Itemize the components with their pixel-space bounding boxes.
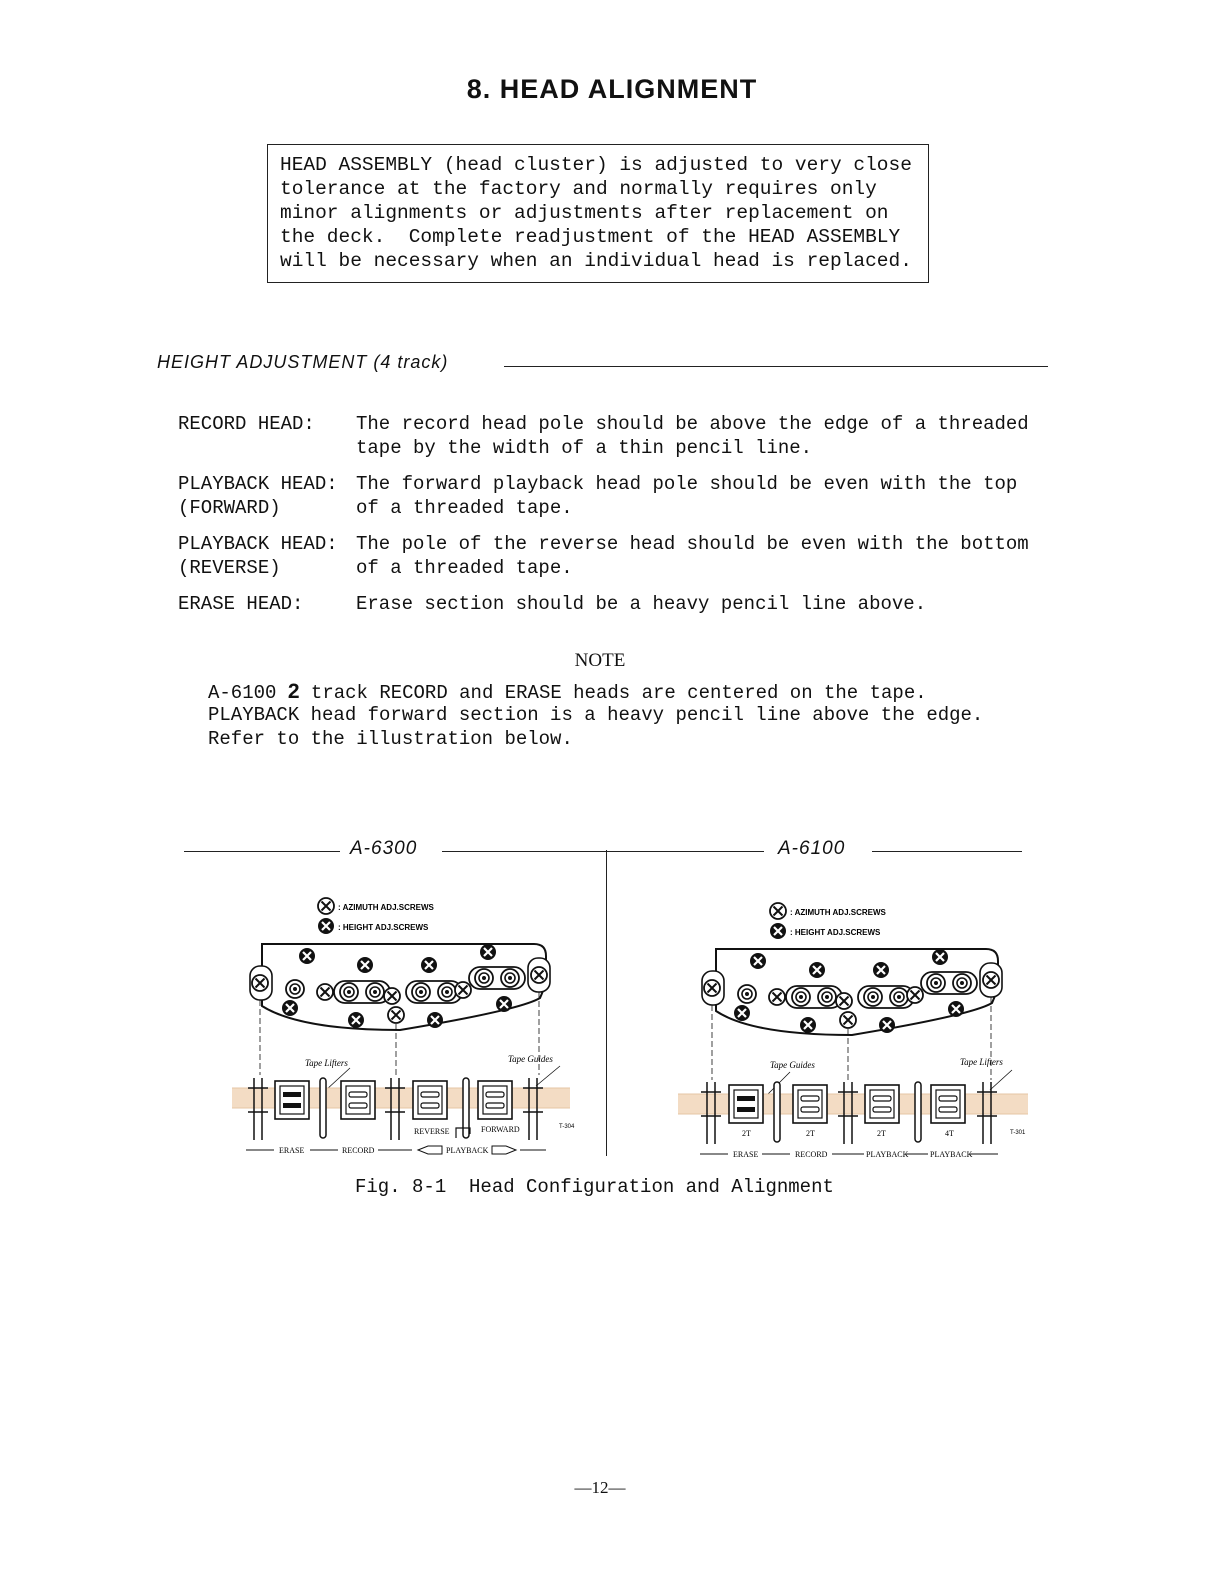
track-label: 2T bbox=[742, 1129, 751, 1138]
figure-caption: Fig. 8-1 Head Configuration and Alignment bbox=[355, 1176, 834, 1198]
adjustment-text: The pole of the reverse head should be even with the bottom bbox=[356, 533, 1029, 555]
intro-line: the deck. Complete readjustment of the HEAD ASSEMBLY bbox=[280, 226, 901, 248]
reverse-label: REVERSE bbox=[414, 1127, 450, 1136]
tape-lifters-label: Tape Lifters bbox=[960, 1057, 1003, 1067]
adjustment-text: The record head pole should be above the edge of a threaded bbox=[356, 413, 1029, 435]
erase-label: ERASE bbox=[733, 1150, 759, 1159]
part-number: T-301 bbox=[1010, 1130, 1026, 1136]
intro-line: minor alignments or adjustments after replacement on bbox=[280, 202, 889, 224]
tape-lifters-label: Tape Lifters bbox=[305, 1058, 348, 1068]
height-screw-icon bbox=[318, 918, 334, 934]
a6100-diagram bbox=[678, 903, 1028, 1159]
adjustment-text: Erase section should be a heavy pencil line above. bbox=[356, 593, 927, 615]
adjustment-label: PLAYBACK HEAD: bbox=[178, 533, 338, 555]
adjustment-text: tape by the width of a thin pencil line. bbox=[356, 437, 813, 459]
part-number: T-304 bbox=[559, 1124, 575, 1130]
adjustment-text: The forward playback head pole should be even with the top bbox=[356, 473, 1018, 495]
figure-model-right: A-6100 bbox=[778, 838, 846, 859]
adjustment-text: of a threaded tape. bbox=[356, 497, 573, 519]
tape-guides-label: Tape Guides bbox=[508, 1054, 553, 1064]
record-label: RECORD bbox=[795, 1150, 828, 1159]
legend-azimuth: : AZIMUTH ADJ.SCREWS bbox=[790, 908, 886, 917]
legend-height: : HEIGHT ADJ.SCREWS bbox=[338, 923, 429, 932]
erase-label: ERASE bbox=[279, 1146, 305, 1155]
a6300-diagram bbox=[232, 898, 575, 1155]
intro-line: HEAD ASSEMBLY (head cluster) is adjusted to very close bbox=[280, 154, 912, 176]
note-text: track RECORD and ERASE heads are centered on the tape. bbox=[299, 682, 927, 704]
page-title: 8. HEAD ALIGNMENT bbox=[466, 74, 758, 104]
intro-line: will be necessary when an individual head is replaced. bbox=[280, 250, 912, 272]
adjustment-sublabel: (REVERSE) bbox=[178, 557, 281, 579]
legend-azimuth: : AZIMUTH ADJ.SCREWS bbox=[338, 903, 434, 912]
note-line: PLAYBACK head forward section is a heavy pencil line above the edge. bbox=[208, 704, 984, 726]
height-screw-icon bbox=[770, 923, 786, 939]
track-label: 4T bbox=[945, 1129, 954, 1138]
note-title: NOTE bbox=[574, 650, 626, 671]
record-label: RECORD bbox=[342, 1146, 375, 1155]
azimuth-screw-icon bbox=[770, 903, 786, 919]
playback-label: PLAYBACK bbox=[930, 1150, 973, 1159]
legend-height: : HEIGHT ADJ.SCREWS bbox=[790, 928, 881, 937]
note-line: Refer to the illustration below. bbox=[208, 728, 573, 750]
adjustment-label: ERASE HEAD: bbox=[178, 593, 304, 615]
adjustment-label: PLAYBACK HEAD: bbox=[178, 473, 338, 495]
adjustment-sublabel: (FORWARD) bbox=[178, 497, 281, 519]
note-emphasis: 2 bbox=[287, 680, 300, 703]
track-label: 2T bbox=[877, 1129, 886, 1138]
forward-label: FORWARD bbox=[481, 1125, 520, 1134]
track-label: 2T bbox=[806, 1129, 815, 1138]
page-number: —12— bbox=[574, 1478, 626, 1497]
azimuth-screw-icon bbox=[318, 898, 334, 914]
intro-line: tolerance at the factory and normally requires only bbox=[280, 178, 877, 200]
figure-model-left: A-6300 bbox=[350, 838, 418, 859]
adjustment-label: RECORD HEAD: bbox=[178, 413, 315, 435]
adjustment-text: of a threaded tape. bbox=[356, 557, 573, 579]
playback-label: PLAYBACK bbox=[866, 1150, 909, 1159]
playback-label: PLAYBACK bbox=[446, 1146, 489, 1155]
tape-guides-label: Tape Guides bbox=[770, 1060, 815, 1070]
note-model: A-6100 bbox=[208, 682, 288, 704]
section-heading: HEIGHT ADJUSTMENT (4 track) bbox=[157, 352, 449, 372]
